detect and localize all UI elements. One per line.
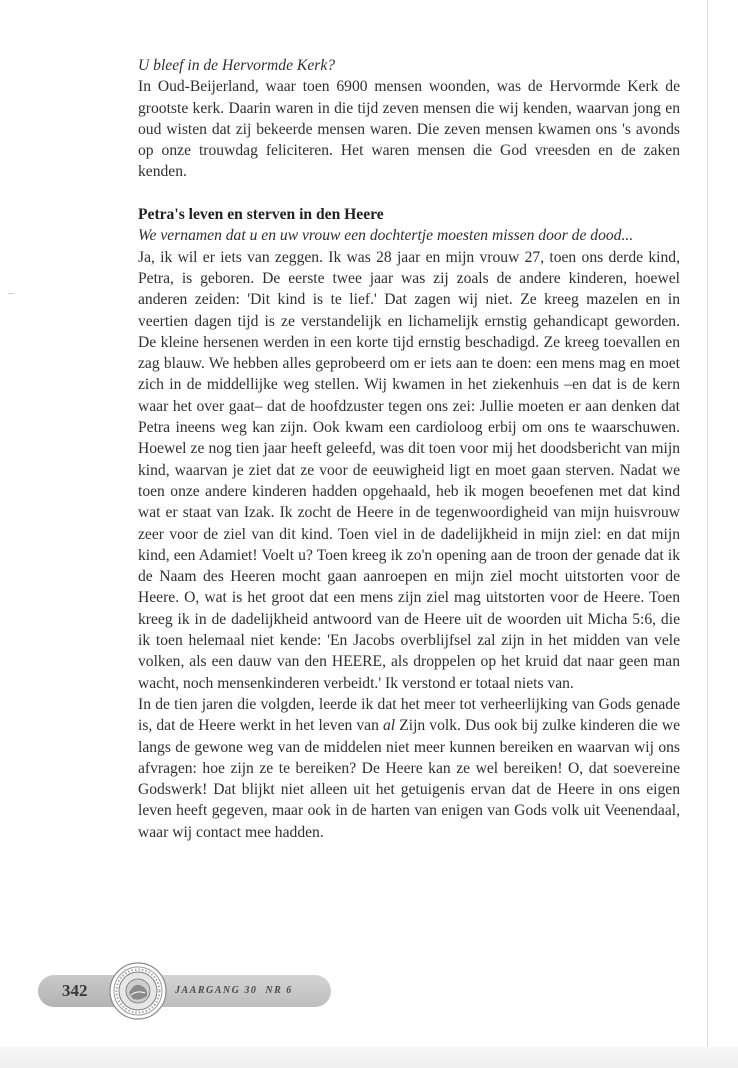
margin-mark <box>8 293 14 294</box>
paragraph-text: In de tien jaren die volgden, leerde ik dat het meer tot verheerlijking van Gods genade is, dat de Heere werkt in het leven van <box>138 695 680 735</box>
volume-label: JAARGANG 30 <box>175 985 258 996</box>
scan-bottom-edge <box>0 1047 738 1068</box>
article-body <box>138 55 680 843</box>
issue-label: NR 6 <box>265 985 293 996</box>
emphasis-text: al <box>382 717 396 735</box>
journal-label <box>175 978 297 1004</box>
answer-paragraph: Ja, ik wil er iets van zeggen. Ik was 28 jaar en mijn vrouw 27, toen ons derde kind, Petra, is geboren. De eerste twee jaar was zij zoals de andere kinderen, hoewel anderen zeiden: 'Dit kind is te lief.' Dat zagen wij niet. Ze kreeg mazelen en in veertien dagen tijd is ze verstandelijk en lichamelijk ernstig gehandicapt geworden. De kleine hersenen werden in een korte tijd ernstig beschadigd. Ze kreeg toevallen en zag blauw. We hebben alles geprobeerd om er iets aan te doen: een mens mag en moet zich in de middellijke weg stellen. Wij kwamen in het ziekenhuis –en dat is de kern waar het over gaat– dat de hoofdzuster tegen ons zei: Jullie moeten er aan denken dat Petra ineens weg kan zijn. Ook kwam een cardioloog erbij om ons te waarschuwen. Hoewel ze nog tien jaar heeft geleefd, was dit toen voor mij het doodsbericht van mijn kind, waarvan je ziet dat ze voor de eeuwigheid ligt en moet gaan sterven. Nadat we toen onze andere kinderen hadden opgehaald, heb ik mogen beoefenen met dat kind wat er staat van Izak. Ik zocht de Heere in de tegenwoordigheid van mijn huisvrouw zeer voor de ziel van dit kind. Toen viel in de dadelijkheid in mijn ziel: en dat mijn kind, een Adamiet! Voelt u? Toen kreeg ik zo'n opening aan de troon der genade dat ik de Naam des Heeren mocht gaan aanroepen en mijn ziel mocht uitstorten voor de Heere. O, wat is het groot dat een mens zijn ziel mag uitstorten voor de Heere. Toen kreeg ik in de dadelijkheid antwoord van de Heere uit de woorden uit Micha 5:6, die ik toen helemaal niet kende: 'En Jacobs overblijfsel zal zijn in het midden van vele volken, als een dauw van den HEERE, als droppelen op het kruid dat naar geen man wacht, noch mensenkinderen verbeidt.' Ik verstond er totaal niets van. <box>138 248 680 692</box>
answer-paragraph <box>138 694 680 843</box>
answer-paragraph: In Oud-Beijerland, waar toen 6900 mensen woonden, was de Hervormde Kerk de grootste kerk. Daarin waren in die tijd zeven mensen die wij kenden, waarvan jong en oud wisten dat zij bekeerde mensen waren. Die zeven mensen kwamen ons 's avonds op onze trouwdag feliciteren. Het waren mensen die God vreesden en de zaken kenden. <box>138 78 680 181</box>
interview-question: We vernamen dat u en uw vrouw een dochtertje moesten missen door de dood... <box>138 227 634 245</box>
page-number: 342 <box>62 981 88 1000</box>
paragraph-text: Zijn volk. Dus ook bij zulke kinderen die we langs de gewone weg van de middelen niet meer kunnen bereiken en waarvan wij ons afvragen: hoe zijn ze te bereiken? De Heere kan ze wel bereiken! O, dat soevereine Godswerk! Dat blijkt niet alleen uit het getuigenis ervan dat de Heere in ons eigen leven heeft gegeven, maar ook in de harten van enigen van Gods volk uit Veenendaal, waar wij contact mee hadden. <box>138 717 680 841</box>
page-edge-rule <box>707 0 708 1052</box>
interview-question: U bleef in de Hervormde Kerk? <box>138 57 336 74</box>
journal-seal-icon <box>109 962 167 1020</box>
section-heading: Petra's leven en sterven in den Heere <box>138 206 384 224</box>
page-footer <box>38 962 338 1020</box>
